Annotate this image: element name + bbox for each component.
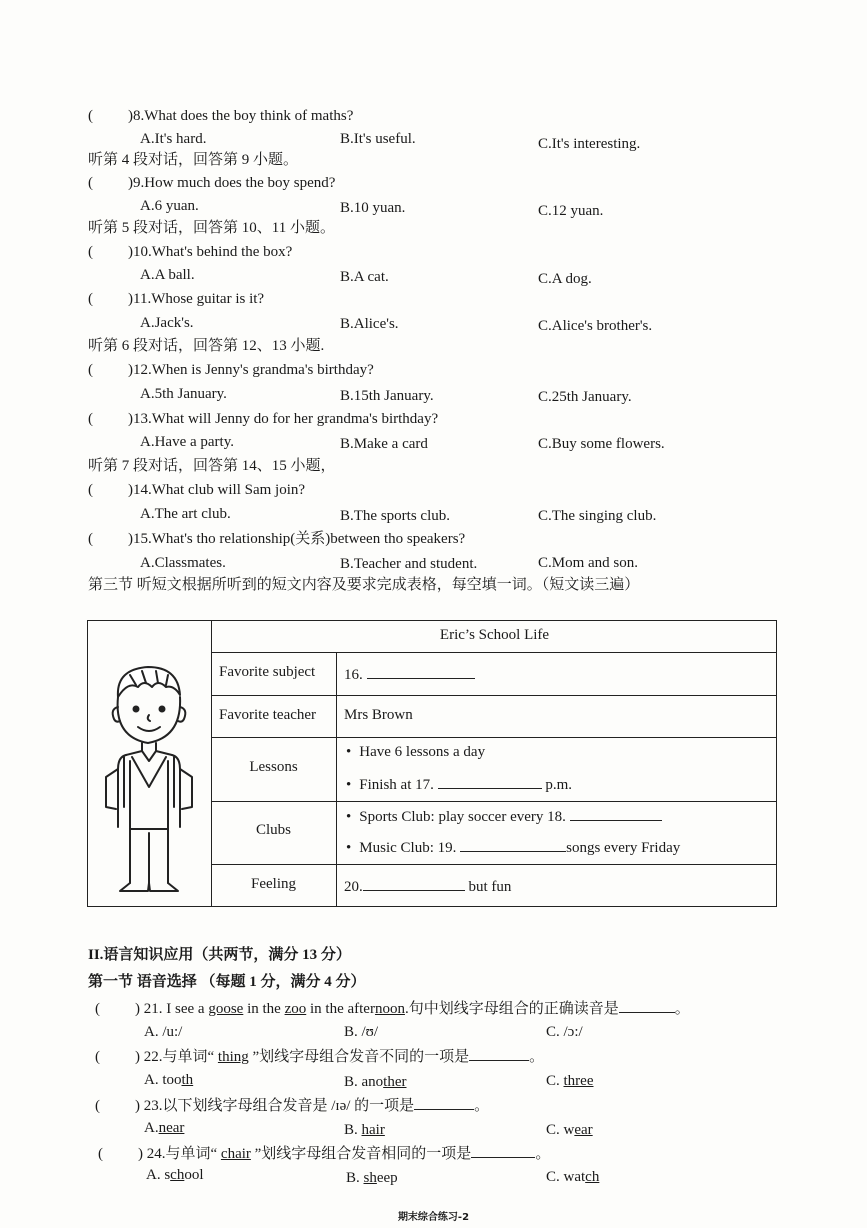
q9-option-a: A.6 yuan.: [140, 198, 199, 214]
answer-blank-24[interactable]: [471, 1143, 535, 1158]
q15-option-b: B.Teacher and student.: [340, 556, 478, 572]
question-9: ( )9.How much does the boy spend?: [88, 175, 336, 191]
feeling-value: 20. but fun: [344, 876, 511, 896]
q11-option-c: C.Alice's brother's.: [538, 318, 653, 334]
question-14: ( )14.What club will Sam join?: [88, 482, 306, 498]
blank-19[interactable]: [460, 837, 566, 852]
clubs-item-1: • Sports Club: play soccer every 18.: [346, 806, 662, 826]
instruction-dialogue-4: 听第 4 段对话，回答第 9 小题。: [88, 152, 299, 168]
q11-option-a: A.Jack's.: [140, 315, 194, 331]
q9-option-b: B.10 yuan.: [340, 200, 406, 216]
q14-option-c: C.The singing club.: [538, 508, 657, 524]
q21-option-a: A. /u:/: [144, 1024, 183, 1040]
q11-option-b: B.Alice's.: [340, 316, 399, 332]
q13-option-c: C.Buy some flowers.: [538, 436, 665, 452]
q12-option-c: C.25th January.: [538, 389, 632, 405]
q24-option-a: A. school: [146, 1167, 204, 1183]
question-12: ( )12.When is Jenny's grandma's birthday?: [88, 362, 374, 378]
q23-option-c: C. wear: [546, 1122, 593, 1138]
lessons-label: Lessons: [249, 759, 298, 775]
q13-option-b: B.Make a card: [340, 436, 428, 452]
favorite-teacher-label: Favorite teacher: [219, 707, 317, 723]
q15-option-a: A.Classmates.: [140, 555, 226, 571]
answer-blank-21[interactable]: [619, 998, 675, 1013]
favorite-teacher-value: Mrs Brown: [344, 707, 413, 723]
q21-option-c: C. /ɔ:/: [546, 1024, 583, 1040]
table-title: Eric’s School Life: [439, 627, 550, 643]
q22-option-b: B. another: [344, 1074, 407, 1090]
question-8: ( )8.What does the boy think of maths?: [88, 108, 354, 124]
part-2-section-1: 第一节 语音选择 （每题 1 分，满分 4 分）: [88, 974, 366, 990]
question-13: ( )13.What will Jenny do for her grandma's birthday?: [88, 411, 439, 427]
blank-16[interactable]: [367, 664, 475, 679]
q23-option-a: A.near: [144, 1120, 185, 1136]
instruction-dialogue-6: 听第 6 段对话，回答第 12、13 小题.: [88, 338, 325, 354]
blank-18[interactable]: [570, 806, 662, 821]
clubs-label: Clubs: [255, 822, 291, 838]
feeling-label: Feeling: [251, 876, 296, 892]
question-11: ( )11.Whose guitar is it?: [88, 291, 265, 307]
blank-20[interactable]: [363, 876, 465, 891]
q14-option-b: B.The sports club.: [340, 508, 450, 524]
q21-option-b: B. /ʊ/: [344, 1024, 379, 1040]
q8-option-b: B.It's useful.: [340, 131, 416, 147]
blank-17[interactable]: [438, 774, 542, 789]
boy-illustration-icon: [96, 657, 204, 901]
q8-option-c: C.It's interesting.: [538, 136, 641, 152]
q12-option-b: B.15th January.: [340, 388, 434, 404]
q23-option-b: B. hair: [344, 1122, 385, 1138]
q12-option-a: A.5th January.: [140, 386, 227, 402]
answer-blank-23[interactable]: [414, 1095, 474, 1110]
question-22: ( ) 22.与单词“ thing ”划线字母组合发音不同的一项是 。: [95, 1046, 544, 1067]
answer-blank-22[interactable]: [469, 1046, 529, 1061]
question-15: ( )15.What's tho relationship(关系)between tho speakers?: [88, 531, 466, 547]
q10-option-c: C.A dog.: [538, 271, 592, 287]
page-footer: 期末综合练习-2: [397, 1212, 470, 1223]
clubs-item-2: • Music Club: 19. songs every Friday: [346, 837, 680, 857]
question-23: ( ) 23.以下划线字母组合发音是 /ɪə/ 的一项是 。: [95, 1095, 489, 1116]
q10-option-a: A.A ball.: [140, 267, 195, 283]
q15-option-c: C.Mom and son.: [538, 555, 639, 571]
q24-option-b: B. sheep: [346, 1170, 398, 1186]
question-10: ( )10.What's behind the box?: [88, 244, 293, 260]
q10-option-b: B.A cat.: [340, 269, 389, 285]
q14-option-a: A.The art club.: [140, 506, 231, 522]
favorite-subject-label: Favorite subject: [219, 664, 316, 680]
favorite-subject-value: 16.: [344, 664, 475, 684]
question-24: ( ) 24.与单词“ chair ”划线字母组合发音相同的一项是 。: [98, 1143, 550, 1164]
question-21: ( ) 21. I see a goose in the zoo in the afternoon.句中划线字母组合的正确读音是 。: [95, 998, 690, 1019]
section-3-instruction: 第三节 听短文根据所听到的短文内容及要求完成表格，每空填一词。（短文读三遍）: [88, 577, 640, 593]
q9-option-c: C.12 yuan.: [538, 203, 604, 219]
eric-school-life-table: [87, 620, 777, 907]
q22-option-c: C. three: [546, 1073, 594, 1089]
q22-option-a: A. tooth: [144, 1072, 194, 1088]
q24-option-c: C. watch: [546, 1169, 600, 1185]
instruction-dialogue-7: 听第 7 段对话，回答第 14、15 小题，: [88, 458, 336, 474]
lessons-item-2: • Finish at 17. p.m.: [346, 774, 572, 794]
lessons-item-1: • Have 6 lessons a day: [346, 744, 485, 761]
instruction-dialogue-5: 听第 5 段对话，回答第 10、11 小题。: [88, 220, 335, 236]
q13-option-a: A.Have a party.: [140, 434, 234, 450]
q8-option-a: A.It's hard.: [140, 131, 207, 147]
part-2-heading: II.语言知识应用（共两节，满分 13 分）: [88, 947, 351, 963]
